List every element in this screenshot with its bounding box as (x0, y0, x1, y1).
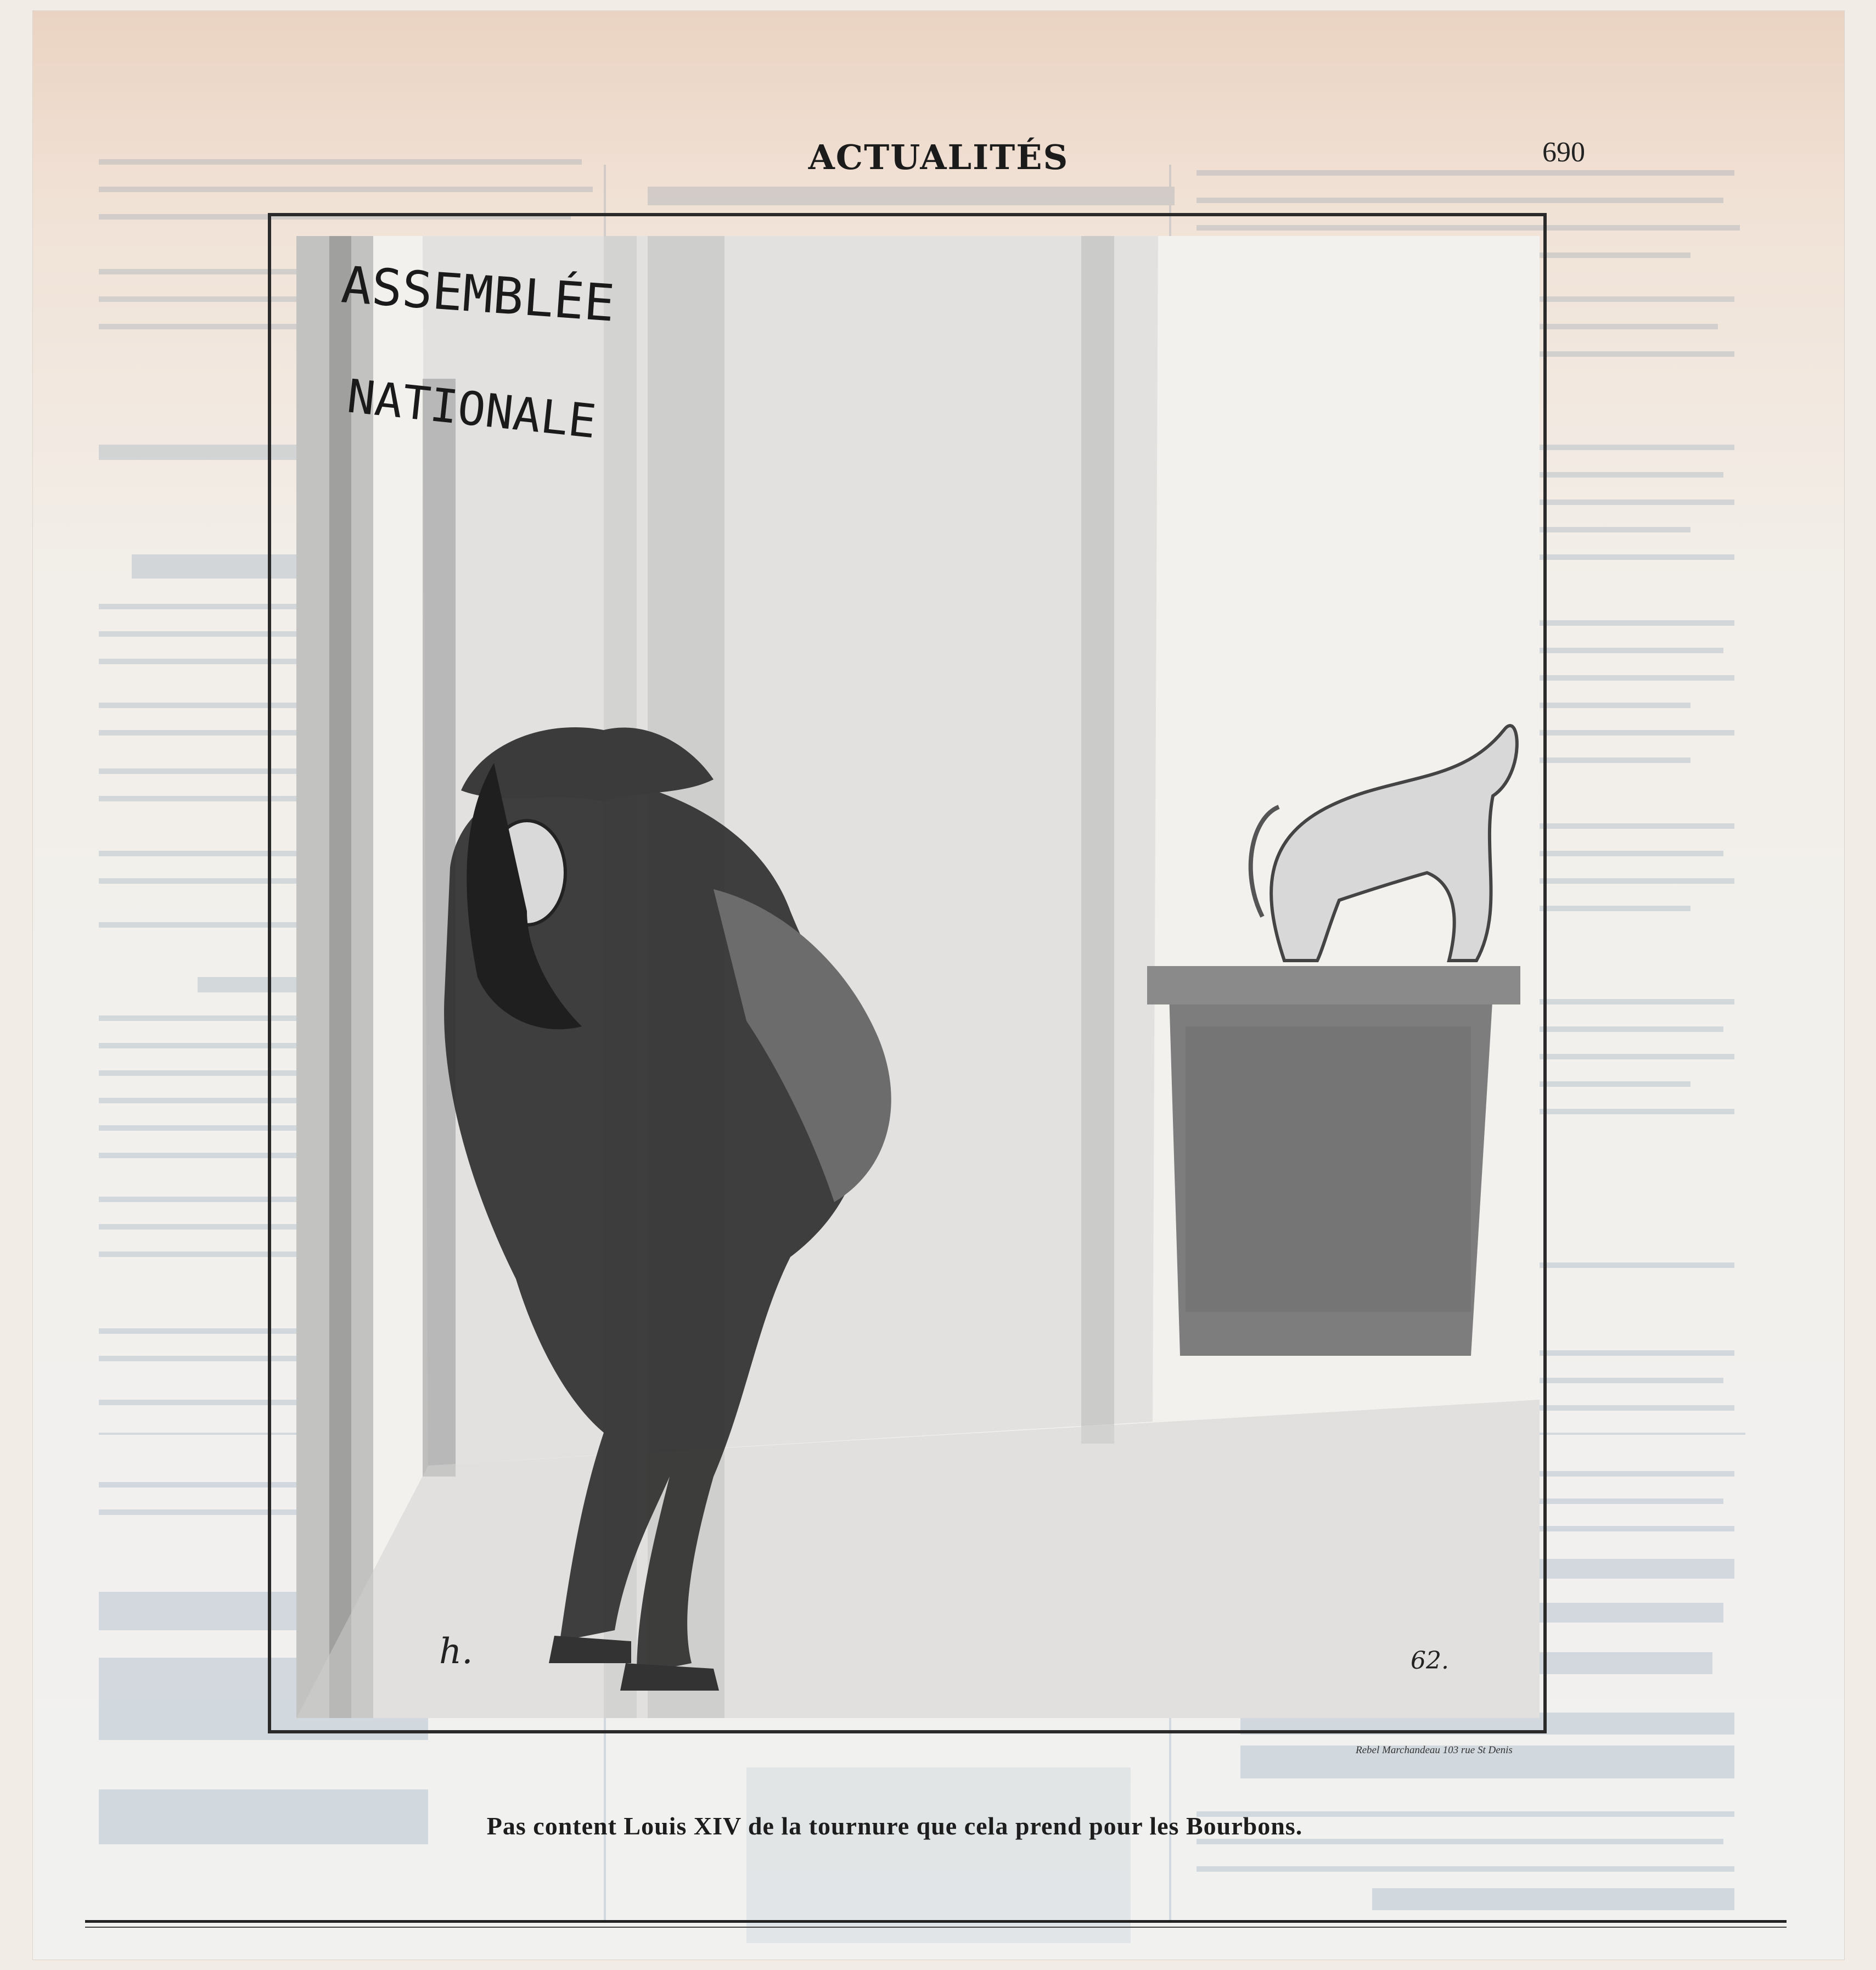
lithograph-illustration (296, 236, 1540, 1718)
bottom-rule-thin (85, 1927, 1787, 1928)
bottom-rule (85, 1920, 1787, 1923)
plate-number: 62. (1411, 1647, 1449, 1675)
section-title: ACTUALITÉS (808, 137, 1069, 177)
cartoon-caption: Pas content Louis XIV de la tournure que cela prend pour les Bourbons. (486, 1812, 1303, 1840)
door-sign-line1: ASSEMBLÉE (339, 255, 617, 333)
page-number: 690 (1542, 137, 1585, 168)
publisher-credit: Rebel Marchandeau 103 rue St Denis (1356, 1744, 1513, 1756)
door-sign-line2: NATIONALE (344, 369, 599, 449)
artist-monogram: h. (439, 1631, 473, 1672)
